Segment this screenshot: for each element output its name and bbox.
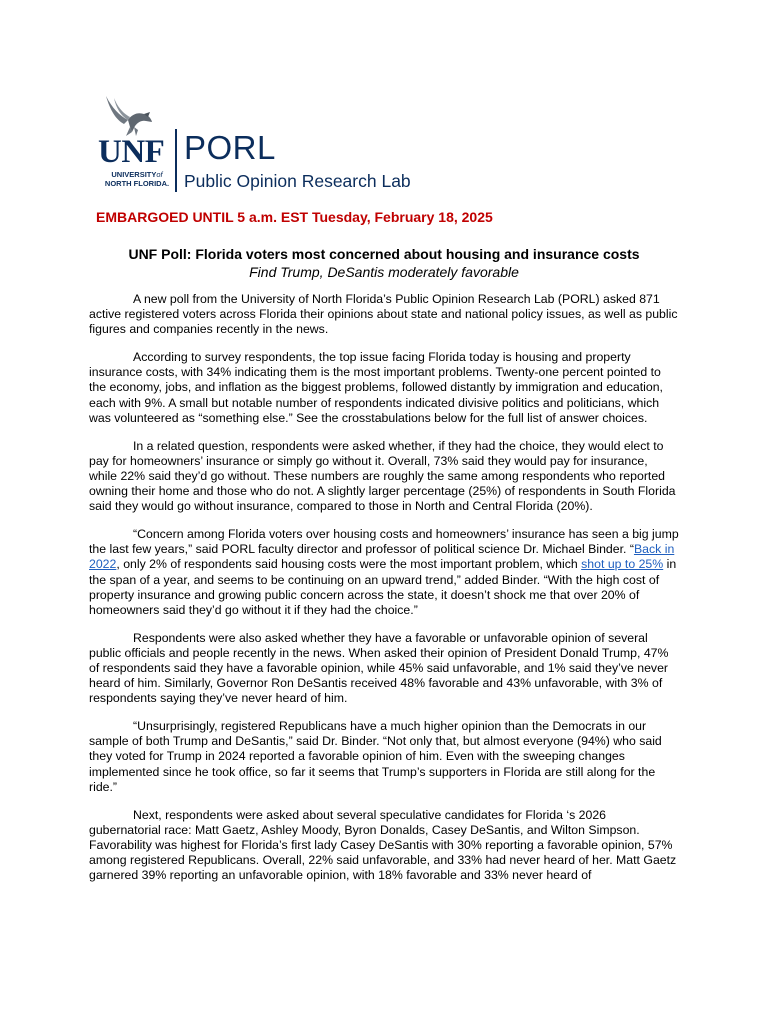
- subheadline: Find Trump, DeSantis moderately favorable: [249, 264, 519, 280]
- embargo-notice: EMBARGOED UNTIL 5 a.m. EST Tuesday, February 18, 2025: [96, 209, 493, 225]
- paragraph-5: Respondents were also asked whether they have a favorable or unfavorable opinion of several public officials and people recently in the news. When asked their opinion of President Donald Trump, 47% of respondents said they have a favorable opinion, while 45% said unfavorable, and 1% said they’ve never heard of him. Similarly, Governor Ron DeSantis received 48% favorable and 43% unfavorable, with 3% of respondents saying they’ve never heard of him.: [89, 630, 669, 706]
- paragraph-3: In a related question, respondents were asked whether, if they had the choice, they would elect to pay for homeowners’ insurance or simply go without it. Overall, 73% said they would pay for insurance, while 22% said they’d go without. These numbers are roughly the same among respondents who reported owning their home and those who do not. A slightly larger percentage (25%) of respondents in South Florida said they would go without insurance, compared to those in North and Central Florida (20%).: [89, 438, 676, 514]
- paragraph-4-text-b: , only 2% of respondents said housing costs were the most important problem, which: [116, 557, 582, 572]
- unf-sub-line2: NORTH FLORIDA.: [104, 179, 170, 188]
- unf-sub-wordmark: [100, 170, 174, 188]
- logo-divider: [175, 129, 177, 192]
- paragraph-2: According to survey respondents, the top issue facing Florida today is housing and property insurance costs, with 34% indicating them is the most important problems. Twenty-one percent pointed to the economy, jobs, and inflation as the biggest problems, followed distantly by immigration and education, each with 9%. A small but notable number of respondents indicated divisive politics and politicians, which was volunteered as “something else.” See the crosstabulations below for the full list of answer choices.: [89, 350, 663, 425]
- back-in-2022-link[interactable]: Back in 2022: [89, 542, 675, 572]
- unf-sub-of: of: [156, 170, 163, 179]
- porl-full-name: Public Opinion Research Lab: [184, 171, 411, 191]
- paragraph-4-text-a: “Concern among Florida voters over housing costs and homeowners’ insurance has seen a big jump the last few years,” said PORL faculty director and professor of political science Dr. Michael Binder. “: [89, 527, 679, 557]
- paragraph-1: A new poll from the University of North Florida’s Public Opinion Research Lab (PORL) asked 871 active registered voters across Florida their opinions about state and national policy issues, as well as public figures and companies recently in the news.: [89, 292, 678, 337]
- unf-porl-logo: [96, 94, 446, 194]
- headline: UNF Poll: Florida voters most concerned about housing and insurance costs: [128, 246, 640, 262]
- paragraph-6: “Unsurprisingly, registered Republicans have a much higher opinion than the Democrats in our sample of both Trump and DeSantis,” said Dr. Binder. “Not only that, but almost everyone (94%) who said they voted for Trump in 2024 reported a favorable opinion of him. Even with the sweeping changes implemented since he took office, so far it seems that Trump’s supporters in Florida are still along for the ride.”: [89, 719, 662, 794]
- unf-sub-line1: UNIVERSITY: [111, 170, 157, 179]
- unf-wordmark: UNF: [98, 134, 165, 170]
- osprey-bird-icon: [102, 94, 154, 138]
- paragraph-7: Next, respondents were asked about several speculative candidates for Florida ‘s 2026 gubernatorial race: Matt Gaetz, Ashley Moody, Byron Donalds, Casey DeSantis, and Wilton Simpson. Favorability was highest for Florida’s first lady Casey DeSantis with 30% reporting a favorable opinion, 57% among registered Republicans. Overall, 22% said unfavorable, and 33% had never heard of her. Matt Gaetz garnered 39% reporting an unfavorable opinion, with 18% favorable and 33% never heard of: [89, 807, 677, 883]
- article-body: [89, 292, 679, 896]
- shot-up-to-25-link[interactable]: shot up to 25%: [581, 557, 664, 572]
- porl-wordmark: PORL: [184, 129, 276, 166]
- paragraph-4: [89, 527, 679, 618]
- paragraph-4-text-c: in the span of a year, and seems to be continuing on an upward trend,” added Binder. “With the high cost of property insurance and growing public concern across the state, it doesn’t shock me that over 20% of homeowners said they’d go without it if they had the choice.”: [89, 557, 677, 617]
